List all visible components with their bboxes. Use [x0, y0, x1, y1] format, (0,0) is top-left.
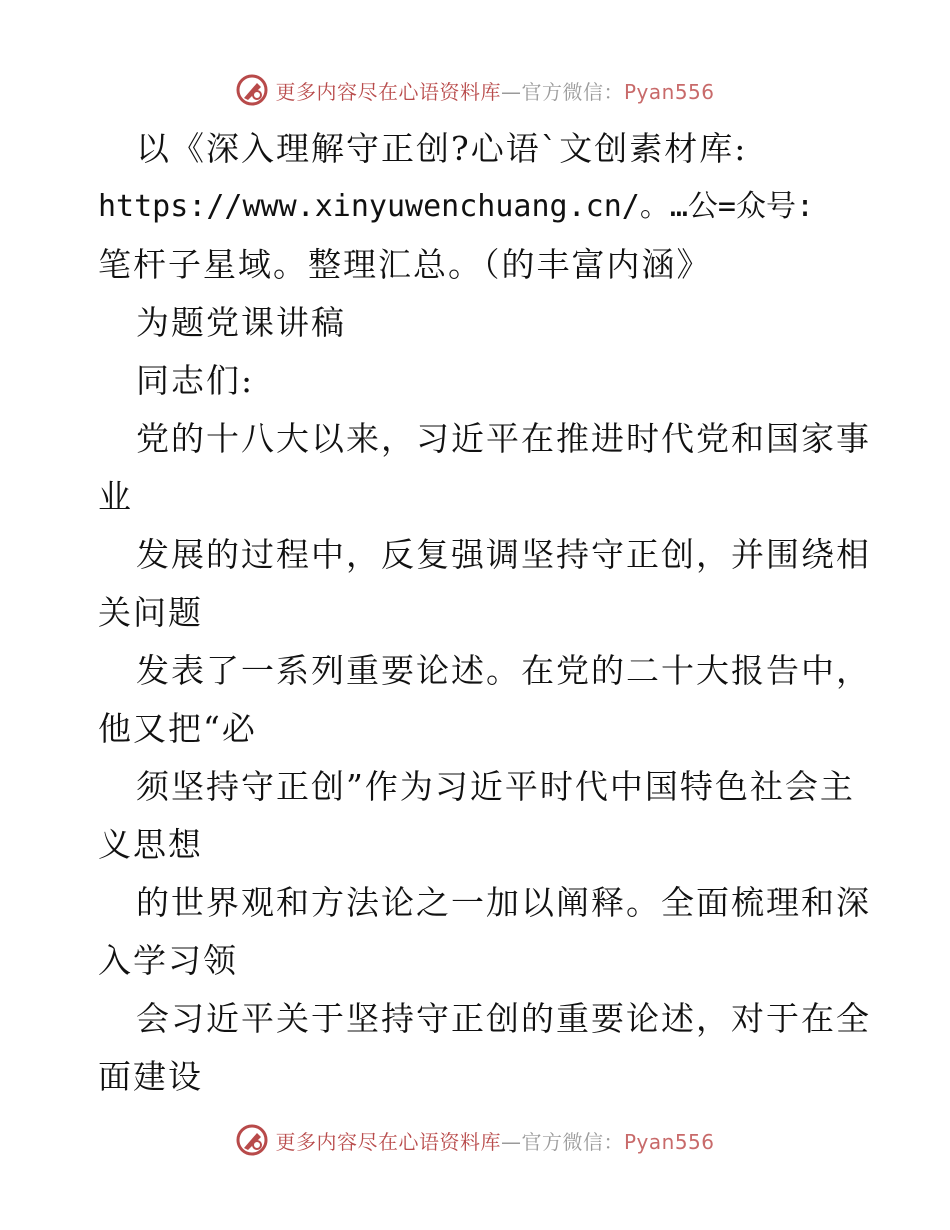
- paragraph-line: 的世界观和方法论之一加以阐释。全面梳理和深: [136, 883, 871, 922]
- paragraph-line: 他又把“必: [98, 709, 257, 748]
- footer-banner-content: [235, 1123, 714, 1157]
- banner-main-text: 更多内容尽在心语资料库: [275, 79, 501, 104]
- banner-wechat-id: Pyan556: [623, 1129, 715, 1154]
- header-banner-content: [235, 73, 714, 107]
- brand-logo-icon: [235, 1123, 269, 1157]
- paragraph-line-url: https://www.xinyuwenchuang.cn/。…公=众号:: [98, 189, 815, 224]
- banner-official-label: 官方微信：: [521, 79, 624, 104]
- header-banner: [0, 70, 950, 110]
- paragraph-line: 面建设: [98, 1057, 203, 1096]
- paragraph-line: 业: [98, 477, 133, 516]
- banner-main-text: 更多内容尽在心语资料库: [275, 1129, 501, 1154]
- paragraph-line: 发表了一系列重要论述。在党的二十大报告中，: [136, 651, 871, 690]
- banner-text: [275, 76, 714, 105]
- document-body: [98, 120, 878, 1106]
- banner-dash: —: [500, 79, 522, 104]
- salutation-line: 同志们:: [136, 361, 255, 400]
- paragraph-line: 入学习领: [98, 941, 238, 980]
- banner-wechat-id: Pyan556: [623, 79, 715, 104]
- paragraph-line: 关问题: [98, 593, 203, 632]
- paragraph-line: 党的十八大以来，习近平在推进时代党和国家事: [136, 419, 871, 458]
- banner-dash: —: [500, 1129, 522, 1154]
- brand-logo-icon: [235, 73, 269, 107]
- banner-official-label: 官方微信：: [521, 1129, 624, 1154]
- document-title-line: 为题党课讲稿: [136, 303, 346, 342]
- footer-banner: [0, 1120, 950, 1160]
- paragraph-line: 以《深入理解守正创?心语`文创素材库:: [136, 129, 748, 168]
- paragraph-line: 笔杆子星域。整理汇总。（的丰富内涵》: [98, 245, 712, 284]
- paragraph-line: 会习近平关于坚持守正创的重要论述，对于在全: [136, 999, 871, 1038]
- paragraph-line: 义思想: [98, 825, 203, 864]
- paragraph-line: 须坚持守正创”作为习近平时代中国特色社会主: [136, 767, 855, 806]
- paragraph-line: 发展的过程中，反复强调坚持守正创，并围绕相: [136, 535, 871, 574]
- banner-text: [275, 1126, 714, 1155]
